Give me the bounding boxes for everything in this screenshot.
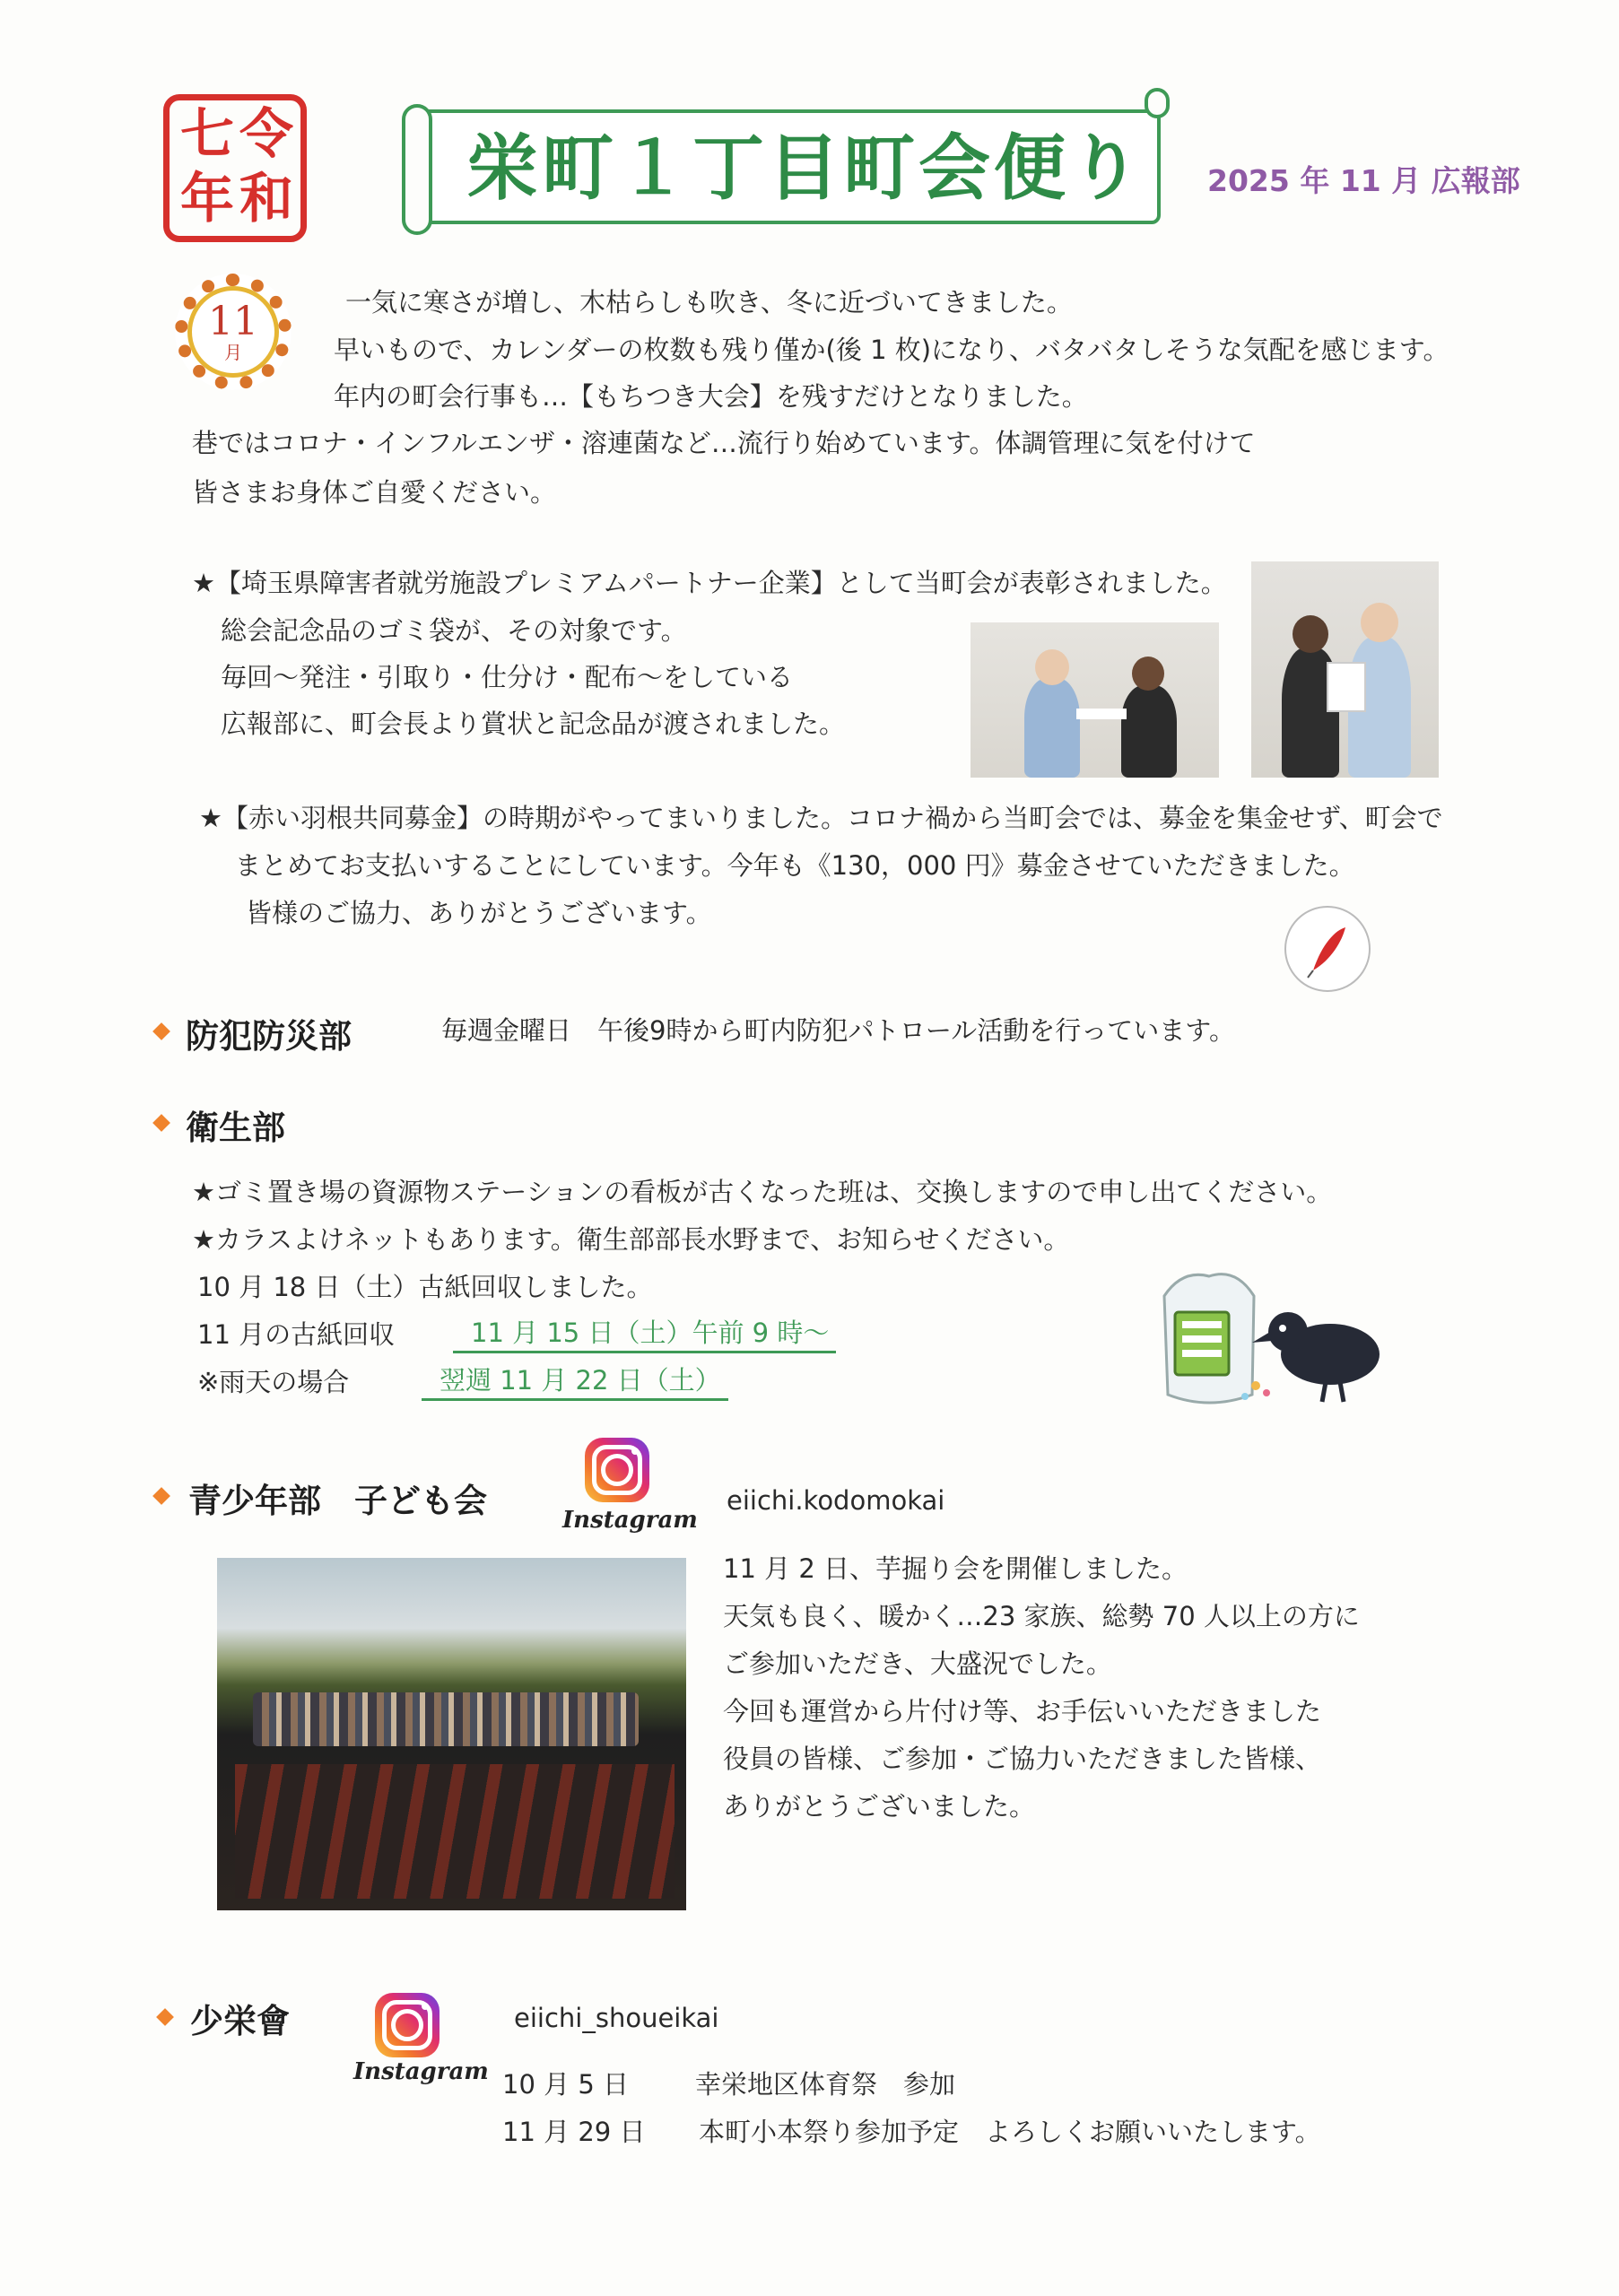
youth-line: 天気も良く、暖かく…23 家族、総勢 70 人以上の方に <box>723 1601 1360 1631</box>
youth-line: ありがとうございました。 <box>723 1791 1036 1822</box>
red-feather-icon <box>1284 906 1371 992</box>
youth-line: 役員の皆様、ご参加・ご協力いただきました皆様、 <box>723 1744 1322 1774</box>
section-bullet-icon <box>152 1114 170 1132</box>
seal-char: 七 <box>180 103 234 166</box>
section-heading-sanitation: 衛生部 <box>186 1109 285 1147</box>
section-bullet-icon <box>156 2008 174 2026</box>
sweet-potato-digging-photo <box>217 1558 686 1910</box>
shoeikai-instagram-handle[interactable]: eiichi_shoueikai <box>514 2003 719 2033</box>
seal-char: 令 <box>239 103 293 166</box>
intro-line: 一気に寒さが増し、木枯らしも吹き、冬に近づいてきました。 <box>345 287 1073 317</box>
event-date: 11 月 29 日 <box>502 2117 646 2147</box>
instagram-label: Instagram <box>562 1507 698 1534</box>
month-wreath-icon <box>175 274 292 390</box>
intro-line: 皆さまお身体ご自愛ください。 <box>192 477 557 508</box>
title-banner <box>414 109 1161 224</box>
seal-char: 和 <box>239 168 293 230</box>
youth-line: 今回も運営から片付け等、お手伝いいただきました <box>723 1696 1322 1726</box>
sanitation-line: ★ゴミ置き場の資源物ステーションの看板が古くなった班は、交換しますので申し出てください。 <box>192 1177 1333 1207</box>
award-line: ★【埼玉県障害者就労施設プレミアムパートナー企業】として当町会が表彰されました。 <box>192 568 1227 598</box>
event-date: 10 月 5 日 <box>502 2069 630 2100</box>
award-line: 総会記念品のゴミ袋が、その対象です。 <box>221 615 687 646</box>
section-bullet-icon <box>152 1022 170 1040</box>
sanitation-line: ★カラスよけネットもあります。衛生部部長水野まで、お知らせください。 <box>192 1224 1070 1255</box>
paper-collection-date: 11 月 15 日（土）午前 9 時～ <box>453 1318 836 1353</box>
instagram-icon[interactable] <box>585 1438 649 1502</box>
month-unit: 月 <box>224 342 242 363</box>
award-photo-handover <box>971 622 1219 778</box>
youth-instagram-handle[interactable]: eiichi.kodomokai <box>727 1485 945 1516</box>
youth-line: ご参加いただき、大盛況でした。 <box>723 1648 1112 1679</box>
intro-line: 年内の町会行事も…【もちつき大会】を残すだけとなりました。 <box>334 381 1088 412</box>
issue-date: 2025 年 11 月 広報部 <box>1207 163 1520 198</box>
sanitation-line: 10 月 18 日（土）古紙回収しました。 <box>197 1272 653 1302</box>
rain-date: 翌週 11 月 22 日（土） <box>422 1365 728 1401</box>
paper-collection-label: 11 月の古紙回収 <box>197 1319 396 1350</box>
instagram-label: Instagram <box>353 2058 489 2085</box>
instagram-icon[interactable] <box>375 1993 440 2057</box>
event-text: 幸栄地区体育祭 参加 <box>695 2069 956 2100</box>
award-line: 毎回～発注・引取り・仕分け・配布～をしている <box>221 662 794 692</box>
rain-label: ※雨天の場合 <box>197 1367 350 1397</box>
crime-prevention-text: 毎週金曜日 午後9時から町内防犯パトロール活動を行っています。 <box>441 1015 1235 1046</box>
reiwa-seal <box>163 94 307 242</box>
section-bullet-icon <box>152 1487 170 1505</box>
month-number: 11 <box>208 299 258 344</box>
youth-line: 11 月 2 日、芋掘り会を開催しました。 <box>723 1553 1188 1584</box>
intro-line: 巷ではコロナ・インフルエンザ・溶連菌など…流行り始めています。体調管理に気を付けて <box>192 428 1256 458</box>
seal-char: 年 <box>180 168 234 230</box>
intro-line: 早いもので、カレンダーの枚数も残り僅か(後 1 枚)になり、バタバタしそうな気配を感じます。 <box>334 335 1449 365</box>
feather-line: ★【赤い羽根共同募金】の時期がやってまいりました。コロナ禍から当町会では、募金を集金せず、町会で <box>199 803 1443 833</box>
feather-line: 皆様のご協力、ありがとうございます。 <box>246 898 712 928</box>
page-title: 栄町１丁目町会便り <box>466 126 1145 210</box>
award-photo-group <box>1251 561 1439 778</box>
event-text: 本町小本祭り参加予定 よろしくお願いいたします。 <box>699 2117 1321 2147</box>
section-heading-youth: 青少年部 子ども会 <box>188 1482 487 1520</box>
section-heading-crime-prevention: 防犯防災部 <box>186 1017 352 1056</box>
section-heading-shoeikai: 少栄會 <box>190 2002 290 2040</box>
feather-line: まとめてお支払いすることにしています。今年も《130，000 円》募金させていただきました。 <box>235 850 1355 881</box>
award-line: 広報部に、町会長より賞状と記念品が渡されました。 <box>221 709 846 739</box>
garbage-crow-icon <box>1155 1260 1388 1413</box>
